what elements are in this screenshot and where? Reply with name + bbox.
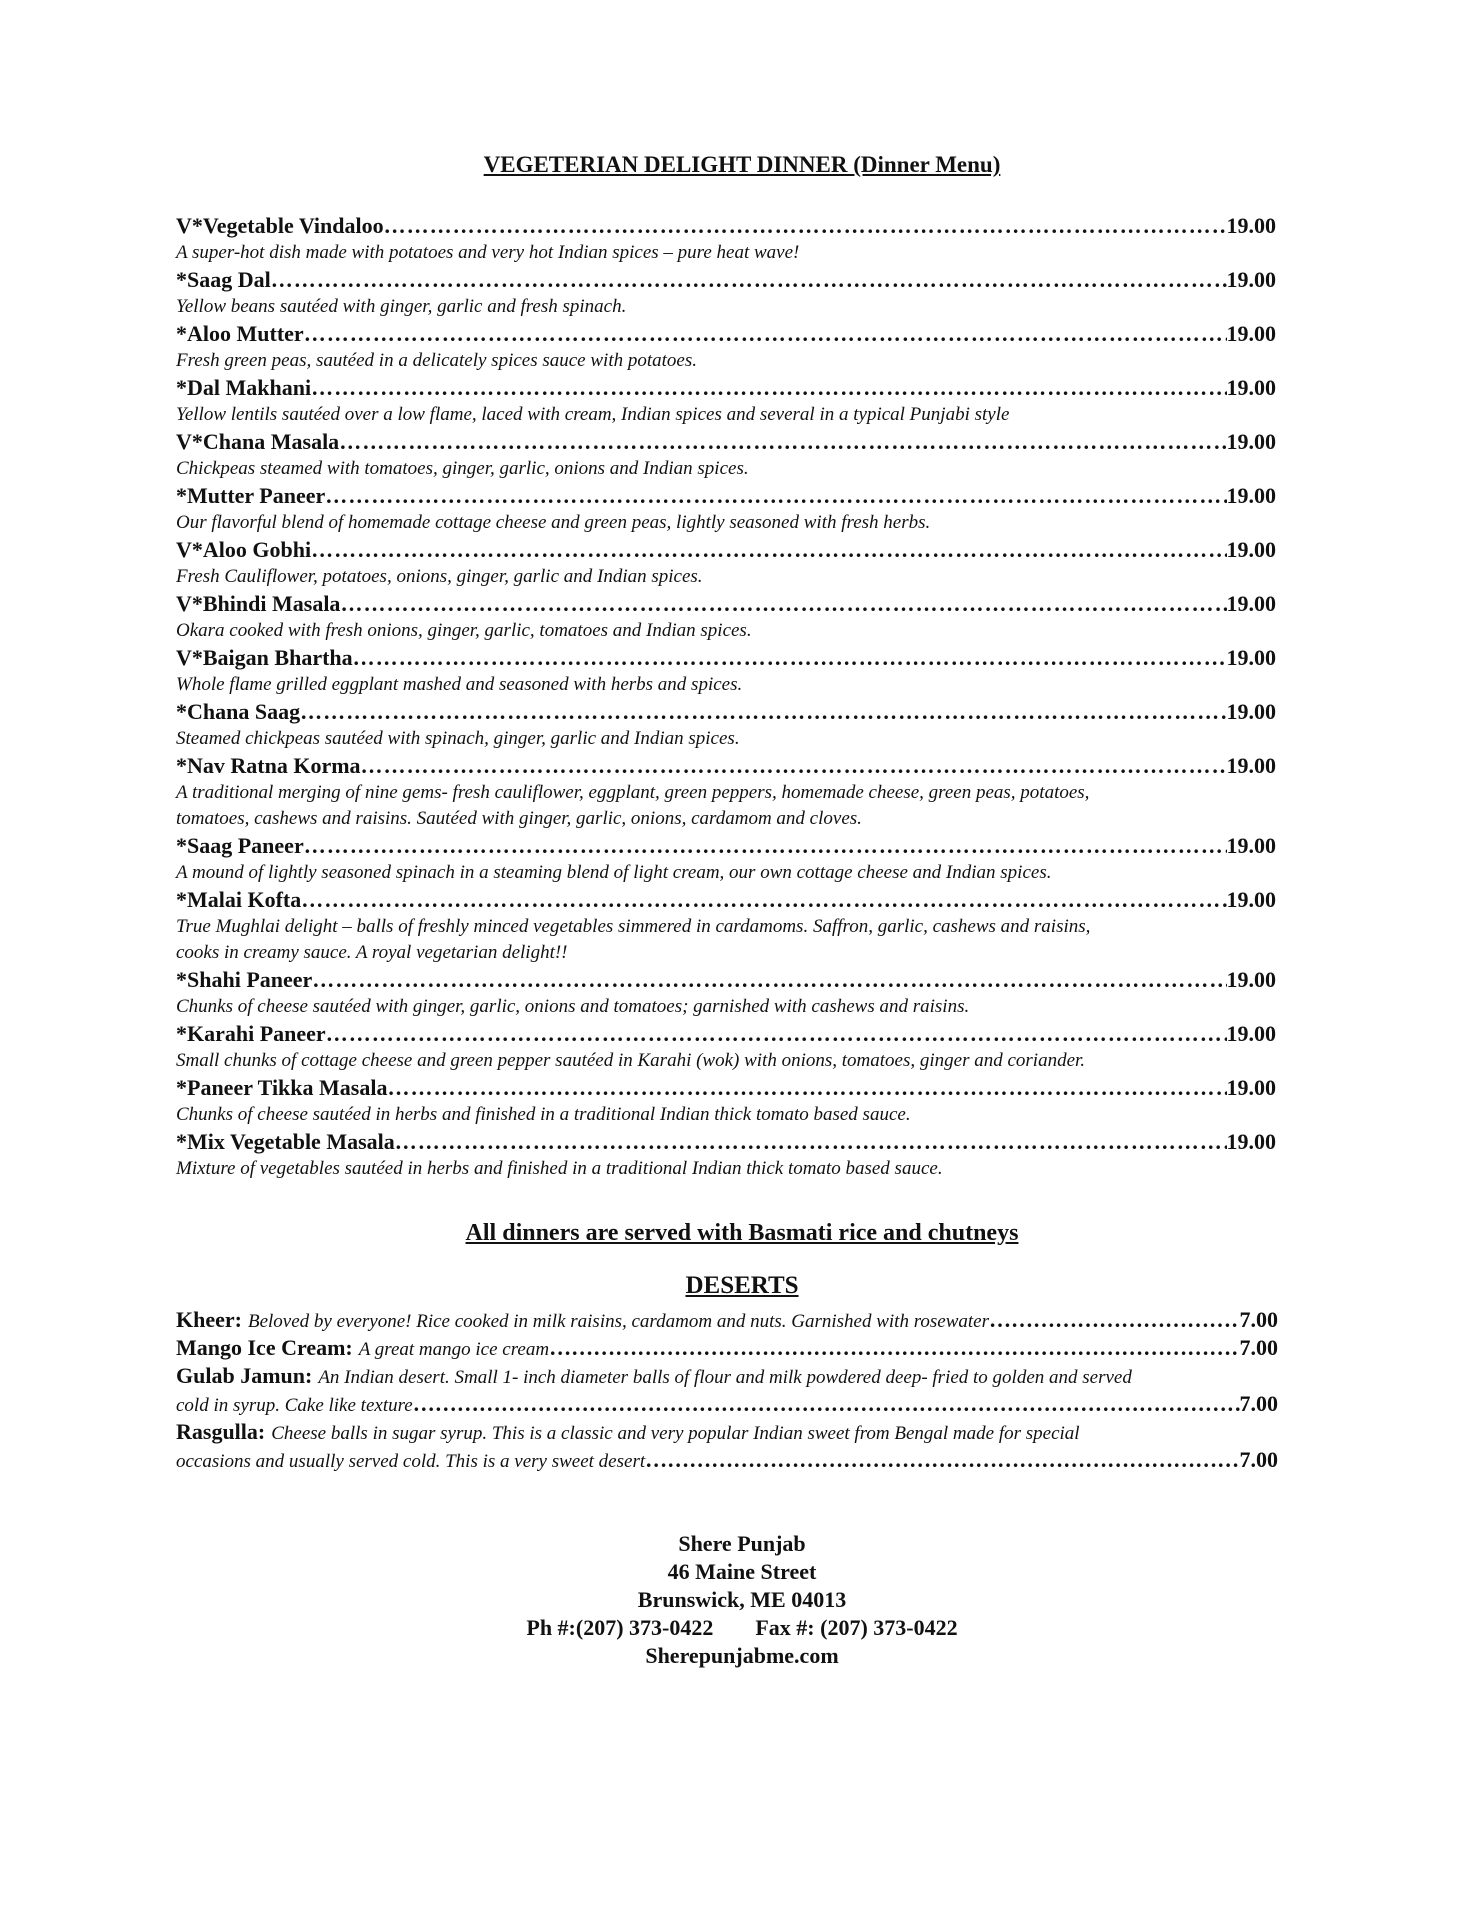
menu-item-row xyxy=(176,266,1276,294)
menu-item-row xyxy=(176,374,1276,402)
menu-item-row xyxy=(176,536,1276,564)
leader-dots xyxy=(340,590,1226,618)
menu-item-row xyxy=(176,590,1276,618)
leader-dots xyxy=(395,1128,1227,1156)
desert-item-row xyxy=(176,1334,1278,1362)
desert-item-row xyxy=(176,1306,1278,1334)
desert-item-name: Gulab Jamun: xyxy=(176,1363,313,1388)
desert-item-description: Beloved by everyone! Rice cooked in milk raisins, cardamom and nuts. Garnished with rosewater xyxy=(247,1311,989,1332)
menu-item-row xyxy=(176,320,1276,348)
desert-item-price: 7.00 xyxy=(1239,1447,1278,1472)
leader-dots xyxy=(384,212,1227,240)
menu-item-description: Chunks of cheese sautéed in herbs and finished in a traditional Indian thick tomato based sauce. xyxy=(176,1104,911,1125)
menu-item-name: *Chana Saag xyxy=(176,699,301,724)
menu-item-name: *Dal Makhani xyxy=(176,375,312,400)
desert-item-description-continued: occasions and usually served cold. This is a very sweet desert xyxy=(176,1451,646,1472)
menu-item-name: *Mix Vegetable Masala xyxy=(176,1129,395,1154)
menu-item-price: 19.00 xyxy=(1226,1075,1276,1100)
leader-dots xyxy=(413,1390,1240,1418)
menu-item-row xyxy=(176,212,1276,240)
desert-item-name: Rasgulla: xyxy=(176,1419,266,1444)
menu-item-row xyxy=(176,428,1276,456)
menu-item-description: Fresh green peas, sautéed in a delicately spices sauce with potatoes. xyxy=(176,350,697,371)
menu-item-row xyxy=(176,644,1276,672)
menu-item-row xyxy=(176,752,1276,780)
leader-dots xyxy=(339,428,1226,456)
desert-item-description-continued: cold in syrup. Cake like texture xyxy=(176,1395,413,1416)
menu-item-name: V*Chana Masala xyxy=(176,429,340,454)
menu-item-price: 19.00 xyxy=(1226,213,1276,238)
desert-item-description: Cheese balls in sugar syrup. This is a classic and very popular Indian sweet from Bengal made for special xyxy=(271,1423,1080,1444)
leader-dots xyxy=(312,966,1226,994)
menu-item-description: cooks in creamy sauce. A royal vegetarian delight!! xyxy=(176,942,568,963)
menu-item-price: 19.00 xyxy=(1226,645,1276,670)
menu-item-name: *Karahi Paneer xyxy=(176,1021,326,1046)
leader-dots xyxy=(325,482,1226,510)
menu-item-description: Whole flame grilled eggplant mashed and seasoned with herbs and spices. xyxy=(176,674,743,695)
contact-block xyxy=(0,1530,1484,1670)
menu-item-name: *Nav Ratna Korma xyxy=(176,753,361,778)
menu-item-description: Chickpeas steamed with tomatoes, ginger, garlic, onions and Indian spices. xyxy=(176,458,749,479)
menu-item-description: A super-hot dish made with potatoes and very hot Indian spices – pure heat wave! xyxy=(176,242,800,263)
desert-item-name: Kheer: xyxy=(176,1307,242,1332)
menu-item-description: Yellow beans sautéed with ginger, garlic and fresh spinach. xyxy=(176,296,627,317)
menu-item-row xyxy=(176,886,1276,914)
desert-item-name: Mango Ice Cream: xyxy=(176,1335,353,1360)
desert-item-description: An Indian desert. Small 1- inch diameter balls of flour and milk powdered deep- fried to golden and served xyxy=(318,1367,1132,1388)
website: Sherepunjabme.com xyxy=(645,1643,839,1668)
desert-item-row-continued xyxy=(176,1390,1278,1418)
menu-item-price: 19.00 xyxy=(1226,1129,1276,1154)
desert-item-price: 7.00 xyxy=(1239,1307,1278,1332)
phone-fax-line xyxy=(0,1614,1484,1642)
menu-item-description: Mixture of vegetables sautéed in herbs and finished in a traditional Indian thick tomato based sauce. xyxy=(176,1158,943,1179)
menu-item-name: *Mutter Paneer xyxy=(176,483,326,508)
restaurant-name: Shere Punjab xyxy=(678,1531,806,1556)
desert-item-row-continued xyxy=(176,1446,1278,1474)
menu-item-price: 19.00 xyxy=(1226,537,1276,562)
leader-dots xyxy=(645,1446,1239,1474)
menu-item-price: 19.00 xyxy=(1226,753,1276,778)
leader-dots xyxy=(300,698,1226,726)
menu-item-row xyxy=(176,832,1276,860)
menu-item-description: A mound of lightly seasoned spinach in a steaming blend of light cream, our own cottage cheese and Indian spices. xyxy=(176,862,1052,883)
menu-item-price: 19.00 xyxy=(1226,321,1276,346)
city-address: Brunswick, ME 04013 xyxy=(637,1587,847,1612)
deserts-list xyxy=(176,1306,1278,1474)
menu-item-price: 19.00 xyxy=(1226,699,1276,724)
menu-item-price: 19.00 xyxy=(1226,429,1276,454)
menu-item-name: *Saag Dal xyxy=(176,267,271,292)
menu-item-name: *Saag Paneer xyxy=(176,833,304,858)
menu-item-description: Okara cooked with fresh onions, ginger, garlic, tomatoes and Indian spices. xyxy=(176,620,752,641)
menu-item-price: 19.00 xyxy=(1226,1021,1276,1046)
desert-item-price: 7.00 xyxy=(1239,1335,1278,1360)
menu-item-row xyxy=(176,482,1276,510)
menu-item-description: Chunks of cheese sautéed with ginger, garlic, onions and tomatoes; garnished with cashews and raisins. xyxy=(176,996,970,1017)
leader-dots xyxy=(361,752,1227,780)
leader-dots xyxy=(271,266,1227,294)
menu-item-price: 19.00 xyxy=(1226,483,1276,508)
menu-item-description: Our flavorful blend of homemade cottage cheese and green peas, lightly seasoned with fresh herbs. xyxy=(176,512,931,533)
desert-item-description: A great mango ice cream xyxy=(358,1339,550,1360)
leader-dots xyxy=(387,1074,1226,1102)
menu-item-name: V*Vegetable Vindaloo xyxy=(176,213,384,238)
menu-item-description: Steamed chickpeas sautéed with spinach, ginger, garlic and Indian spices. xyxy=(176,728,740,749)
menu-item-row xyxy=(176,1020,1276,1048)
menu-item-price: 19.00 xyxy=(1226,267,1276,292)
menu-item-description: Yellow lentils sautéed over a low flame, laced with cream, Indian spices and several in a typical Punjabi style xyxy=(176,404,1010,425)
phone-number: Ph #:(207) 373-0422 xyxy=(526,1615,714,1640)
menu-item-price: 19.00 xyxy=(1226,887,1276,912)
leader-dots xyxy=(304,832,1227,860)
leader-dots xyxy=(311,536,1226,564)
desert-item-price: 7.00 xyxy=(1239,1391,1278,1416)
page-title: VEGETERIAN DELIGHT DINNER (Dinner Menu) xyxy=(483,152,1001,177)
desert-item-row xyxy=(176,1362,1278,1390)
leader-dots xyxy=(989,1306,1240,1334)
menu-item-row xyxy=(176,966,1276,994)
menu-item-price: 19.00 xyxy=(1226,833,1276,858)
leader-dots xyxy=(304,320,1227,348)
menu-item-name: *Malai Kofta xyxy=(176,887,302,912)
leader-dots xyxy=(301,886,1226,914)
menu-item-description: True Mughlai delight – balls of freshly minced vegetables simmered in cardamoms. Saffron, garlic, cashews and raisins, xyxy=(176,916,1091,937)
menu-item-name: *Shahi Paneer xyxy=(176,967,313,992)
leader-dots xyxy=(326,1020,1227,1048)
menu-item-price: 19.00 xyxy=(1226,591,1276,616)
leader-dots xyxy=(549,1334,1239,1362)
menu-item-description: Fresh Cauliflower, potatoes, onions, ginger, garlic and Indian spices. xyxy=(176,566,703,587)
dinner-menu-list xyxy=(176,212,1276,1182)
leader-dots xyxy=(311,374,1226,402)
menu-item-row xyxy=(176,1128,1276,1156)
menu-item-name: V*Aloo Gobhi xyxy=(176,537,312,562)
deserts-heading: DESERTS xyxy=(685,1272,799,1299)
street-address: 46 Maine Street xyxy=(667,1559,817,1584)
menu-item-name: *Aloo Mutter xyxy=(176,321,304,346)
menu-item-price: 19.00 xyxy=(1226,375,1276,400)
menu-item-description: Small chunks of cottage cheese and green pepper sautéed in Karahi (wok) with onions, tomatoes, ginger and coriander. xyxy=(176,1050,1086,1071)
leader-dots xyxy=(353,644,1227,672)
menu-item-name: V*Bhindi Masala xyxy=(176,591,341,616)
desert-item-row xyxy=(176,1418,1278,1446)
menu-item-price: 19.00 xyxy=(1226,967,1276,992)
menu-item-description: A traditional merging of nine gems- fresh cauliflower, eggplant, green peppers, homemade cheese, green peas, potatoes, xyxy=(176,782,1090,803)
menu-item-row xyxy=(176,698,1276,726)
menu-item-name: *Paneer Tikka Masala xyxy=(176,1075,388,1100)
menu-item-row xyxy=(176,1074,1276,1102)
menu-item-description: tomatoes, cashews and raisins. Sautéed with ginger, garlic, onions, cardamom and cloves. xyxy=(176,808,862,829)
served-note: All dinners are served with Basmati rice and chutneys xyxy=(465,1220,1019,1246)
menu-item-name: V*Baigan Bhartha xyxy=(176,645,353,670)
fax-number: Fax #: (207) 373-0422 xyxy=(755,1615,958,1640)
